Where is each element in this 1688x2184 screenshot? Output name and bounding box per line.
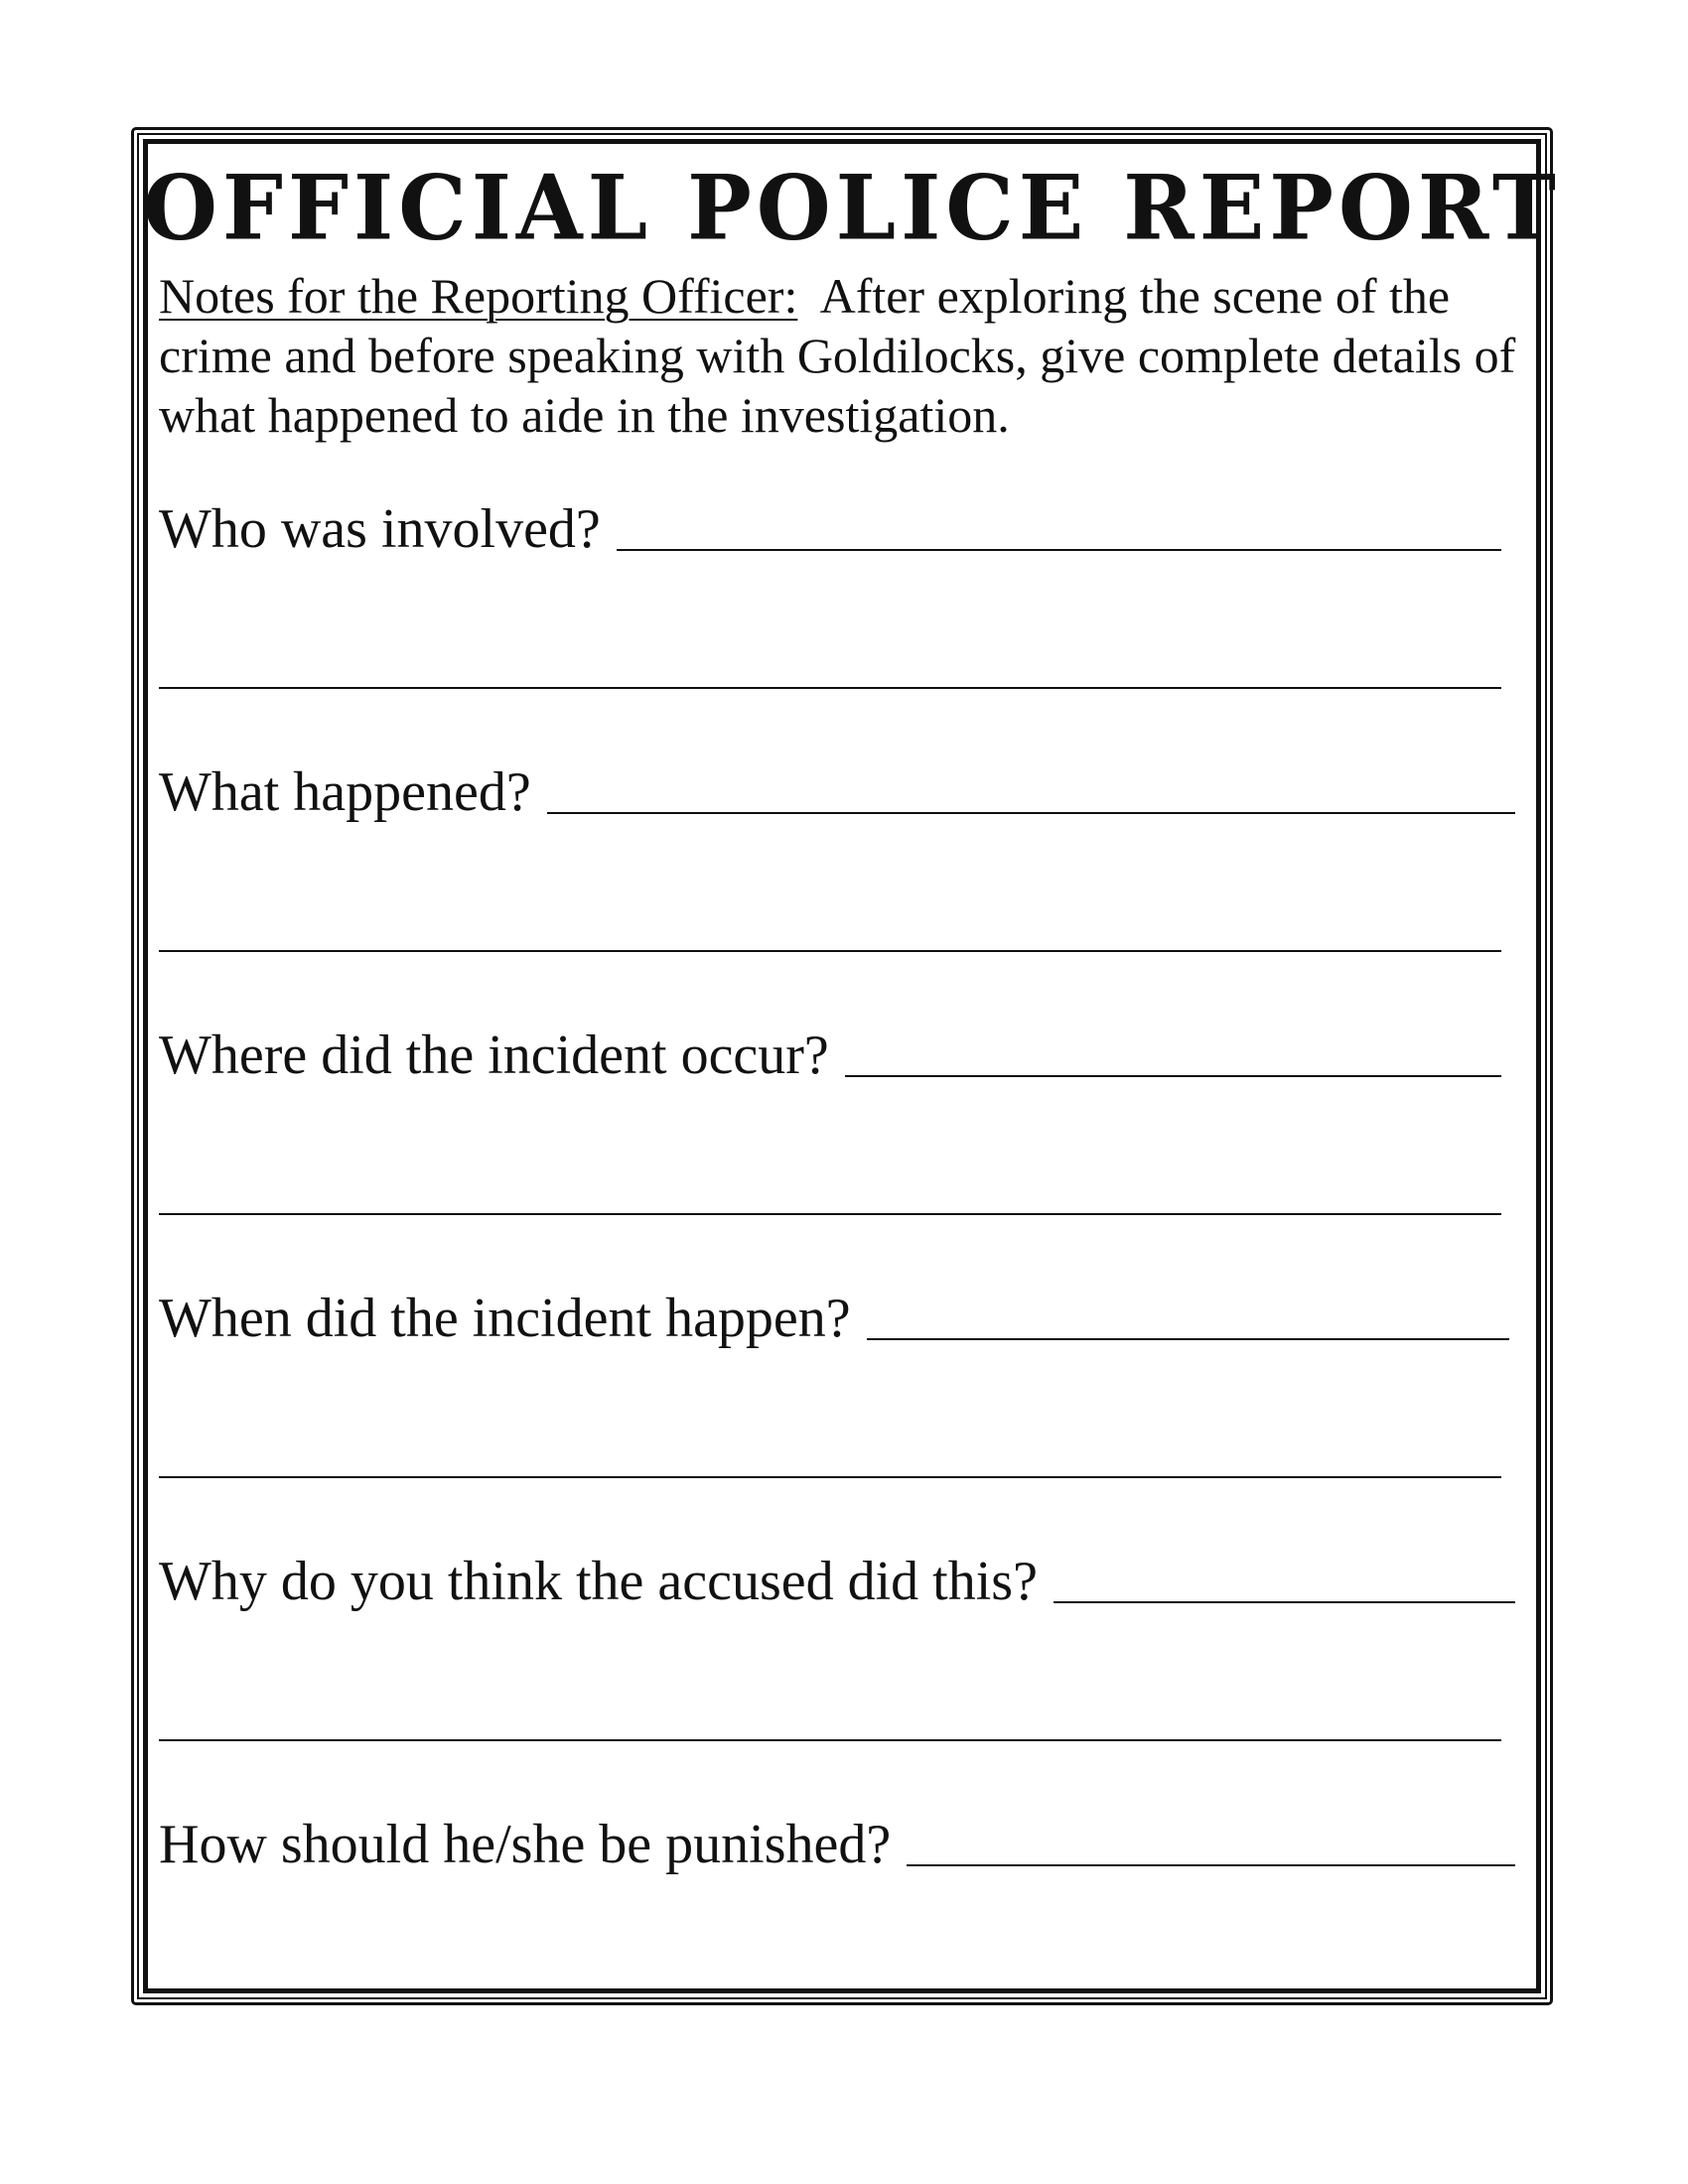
question-label: Who was involved? (159, 498, 601, 560)
answer-line[interactable] (159, 1476, 1501, 1478)
question-label: When did the incident happen? (159, 1288, 851, 1349)
question-who (159, 494, 1501, 564)
answer-line[interactable] (547, 812, 1515, 814)
question-label: Why do you think the accused did this? (159, 1551, 1038, 1612)
question-how (159, 1810, 1515, 1879)
question-where (159, 1021, 1501, 1090)
officer-notes (159, 266, 1549, 445)
answer-line[interactable] (1054, 1601, 1515, 1603)
answer-line[interactable] (867, 1338, 1509, 1340)
report-title: OFFICIAL POLICE REPORT (143, 155, 1561, 261)
answer-line[interactable] (907, 1864, 1515, 1866)
answer-line[interactable] (159, 950, 1501, 952)
notes-text: After exploring the scene of the crime and before speaking with Goldilocks, give complete details of what happened to aide in the investigation. (159, 268, 1516, 443)
notes-label: Notes for the Reporting Officer: (159, 268, 798, 324)
question-when (159, 1284, 1509, 1353)
question-why (159, 1547, 1515, 1616)
answer-line[interactable] (617, 549, 1501, 551)
answer-line[interactable] (845, 1075, 1501, 1077)
question-label: What happened? (159, 761, 531, 823)
answer-line[interactable] (159, 1213, 1501, 1215)
question-label: Where did the incident occur? (159, 1024, 829, 1086)
answer-line[interactable] (159, 687, 1501, 689)
answer-line[interactable] (159, 1739, 1501, 1741)
question-what (159, 757, 1515, 827)
question-label: How should he/she be punished? (159, 1814, 892, 1875)
